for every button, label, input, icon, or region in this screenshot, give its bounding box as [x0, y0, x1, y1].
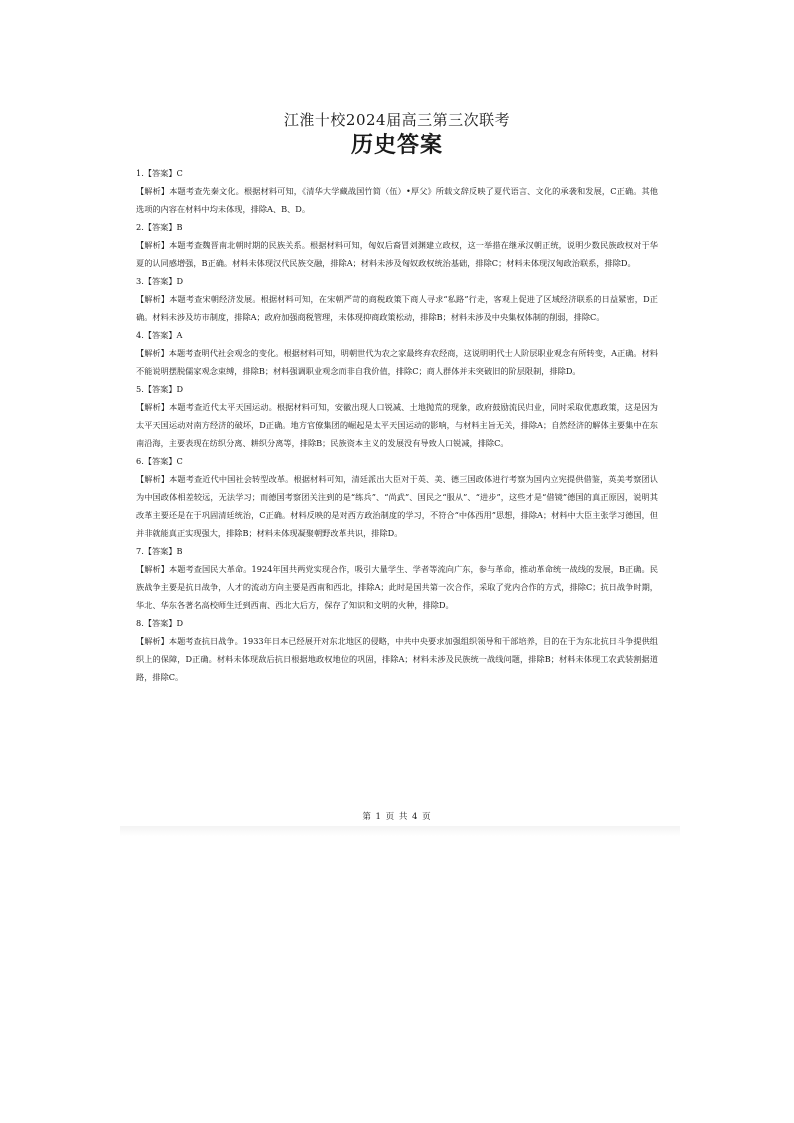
- analysis-paragraph: 【解析】本题考查国民大革命。1924年国共两党实现合作，吸引大量学生、学者等流向广东，参与革命，推动革命统一战线的发展，B正确。民族战争主要是抗日战争，人才的流动方向主要是西南和西北，排除A；此时是国共第一次合作，采取了党内合作的方式，排除C；抗日战争时期，华北、华东各著名高校师生迁到西南、西北大后方，保存了知识和文明的火种，排除D。: [136, 564, 658, 610]
- analysis-paragraph: 【解析】本题考查宋朝经济发展。根据材料可知，在宋朝严苛的商税政策下商人寻求“私路”行走，客观上促进了区域经济联系的日益紧密，D正确。材料未涉及坊市制度，排除A；政府加强商税管理，未体现抑商政策松动，排除B；材料未涉及中央集权体制的削弱，排除C。: [136, 294, 658, 322]
- answer-line: 4.【答案】A: [136, 330, 183, 340]
- question-4: [136, 326, 658, 380]
- answer-line: 6.【答案】C: [136, 456, 183, 466]
- question-7: [136, 542, 658, 614]
- question-8: [136, 614, 658, 686]
- document-title: 历史答案: [350, 133, 443, 158]
- answer-document: [136, 110, 658, 686]
- page-number: 第 1 页 共 4 页: [362, 812, 432, 822]
- analysis-paragraph: 【解析】本题考查抗日战争。1933年日本已经展开对东北地区的侵略，中共中央要求加强组织领导和干部培养，目的在于为东北抗日斗争提供组织上的保障，D正确。材料未体现敌后抗日根据地政权地位的巩固，排除A；材料未涉及民族统一战线问题，排除B；材料未体现工农武装割据道路，排除C。: [136, 636, 658, 682]
- analysis-paragraph: 【解析】本题考查先秦文化。根据材料可知，《清华大学藏战国竹简（伍）•厚父》所载文辞反映了夏代语言、文化的承袭和发展，C正确。其他选项的内容在材料中均未体现，排除A、B、D。: [136, 186, 658, 214]
- answer-line: 7.【答案】B: [136, 546, 183, 556]
- question-2: [136, 218, 658, 272]
- analysis-paragraph: 【解析】本题考查近代中国社会转型改革。根据材料可知，清廷派出大臣对于英、美、德三国政体进行考察为国内立宪提供借鉴，英美考察团认为中国政体相差较远，无法学习；而德国考察团关注到的是“练兵”、“尚武”、国民之“服从”、“进步”，这些才是“借镜”德国的真正原因，说明其改革主要还是在于巩固清廷统治，C正确。材料反映的是对西方政治制度的学习，不符合“中体西用”思想，排除A；材料中大臣主张学习德国，但并非就能真正实现强大，排除B；材料未体现凝聚朝野改革共识，排除D。: [136, 474, 658, 538]
- scan-shadow: [120, 826, 680, 836]
- question-1: [136, 164, 658, 218]
- analysis-paragraph: 【解析】本题考查近代太平天国运动。根据材料可知，安徽出现人口锐减、土地抛荒的现象，政府鼓励流民归业，同时采取优惠政策，这是因为太平天国运动对南方经济的破坏，D正确。地方官僚集团的崛起是太平天国运动的影响，与材料主旨无关，排除A；自然经济的解体主要集中在东南沿海，主要表现在纺织分离、耕织分离等，排除B；民族资本主义的发展没有导致人口锐减，排除C。: [136, 402, 658, 448]
- question-6: [136, 452, 658, 542]
- answer-line: 5.【答案】D: [136, 384, 184, 394]
- answer-line: 1.【答案】C: [136, 168, 183, 178]
- answer-line: 3.【答案】D: [136, 276, 184, 286]
- analysis-paragraph: 【解析】本题考查明代社会观念的变化。根据材料可知，明朝世代为农之家最终弃农经商，这说明明代士人阶层职业观念有所转变，A正确。材料不能说明摆脱儒家观念束缚，排除B；材料强调职业观念而非自我价值，排除C；商人群体并未突破旧的阶层限制，排除D。: [136, 348, 658, 376]
- answer-line: 2.【答案】B: [136, 222, 183, 232]
- exam-subtitle: 江淮十校2024届高三第三次联考: [283, 111, 511, 129]
- question-5: [136, 380, 658, 452]
- analysis-paragraph: 【解析】本题考查魏晋南北朝时期的民族关系。根据材料可知，匈奴后裔冒刘渊建立政权，这一举措在继承汉朝正统，说明少数民族政权对于华夏的认同感增强，B正确。材料未体现汉代民族交融，排除A；材料未涉及匈奴政权统治基础，排除C；材料未体现汉匈政治联系，排除D。: [136, 240, 658, 268]
- question-3: [136, 272, 658, 326]
- answer-line: 8.【答案】D: [136, 618, 184, 628]
